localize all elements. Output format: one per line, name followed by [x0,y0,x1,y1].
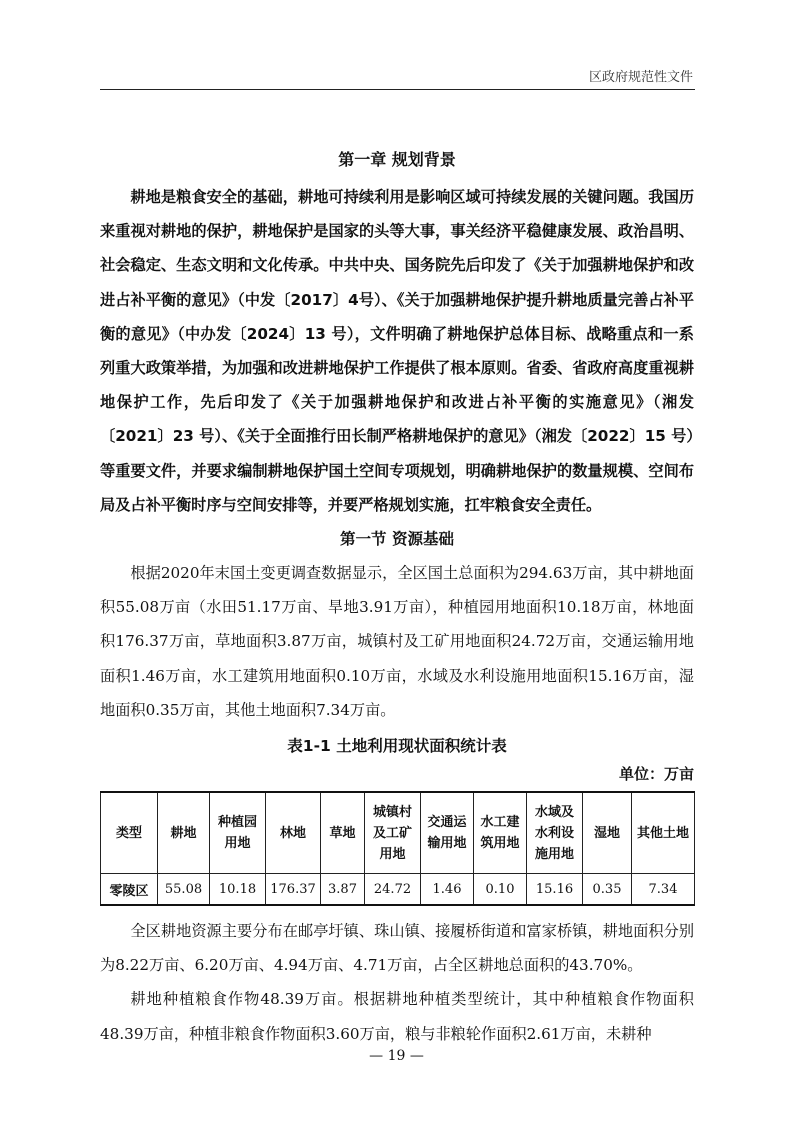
crop-paragraph: 耕地种植粮食作物48.39万亩。根据耕地种植类型统计，其中种植粮食作物面积48.39万亩，种植非粮食作物面积3.60万亩，粮与非粮轮作面积2.61万亩，未耕种 [100,990,694,1043]
distribution-paragraph: 全区耕地资源主要分布在邮亭圩镇、珠山镇、接履桥街道和富家桥镇，耕地面积分别为8.22万亩、6.20万亩、4.94万亩、4.71万亩，占全区耕地总面积的43.70%。 [100,922,694,975]
page-number: — 19 — [369,1048,424,1064]
table-cell: 1.46 [421,874,474,906]
table-header-cell: 交通运输用地 [421,792,474,874]
table-header-cell: 林地 [266,792,321,874]
table-header-cell: 水工建筑用地 [474,792,527,874]
chapter-intro-paragraph: 耕地是粮食安全的基础，耕地可持续利用是影响区域可持续发展的关键问题。我国历来重视对耕地的保护，耕地保护是国家的头等大事，事关经济平稳健康发展、政治昌明、社会稳定、生态文明和文化传承。中共中央、国务院先后印发了《关于加强耕地保护和改进占补平衡的意见》（中发〔2017〕4号）、《关于加强耕地保护提升耕地质量完善占补平衡的意见》（中办发〔2024〕13 号），文件明确了耕地保护总体目标、战略重点和一系列重大政策举措，为加强和改进耕地保护工作提供了根本原则。省委、省政府高度重视耕地保护工作，先后印发了《关于加强耕地保护和改进占补平衡的实施意见》（湘发〔2021〕23 号）、《关于全面推行田长制严格耕地保护的意见》（湘发〔2022〕15 号）等重要文件，并要求编制耕地保护国土空间专项规划，明确耕地保护的数量规模、空间布局及占补平衡时序与空间安排等，并要严格规划实施，扛牢粮食安全责任。 [100,188,694,514]
after-table-section [100,914,694,1051]
header-title: 区政府规范性文件 [588,70,693,85]
table-cell: 55.08 [158,874,210,906]
table-cell: 7.34 [632,874,695,906]
header-divider [100,89,695,90]
section-title: 第一节 资源基础 [340,529,454,549]
land-use-table [100,791,695,906]
document-body [100,150,694,1051]
table-cell: 零陵区 [101,874,158,906]
table-cell: 176.37 [266,874,321,906]
table-header-cell: 耕地 [158,792,210,874]
table-header-row [101,792,695,874]
table-row [101,874,695,906]
table-unit: 单位：万亩 [618,765,694,784]
table-cell: 0.35 [583,874,632,906]
table-title: 表1-1 土地利用现状面积统计表 [287,737,507,756]
table-cell: 15.16 [527,874,583,906]
table-header-cell: 其他土地 [632,792,695,874]
table-header-cell: 种植园用地 [210,792,266,874]
table-header-cell: 草地 [321,792,365,874]
table-cell: 3.87 [321,874,365,906]
table-header-cell: 城镇村及工矿用地 [365,792,421,874]
table-header-cell: 水域及水利设施用地 [527,792,583,874]
chapter-title: 第一章 规划背景 [338,150,456,169]
table-cell: 0.10 [474,874,527,906]
table-header-cell: 湿地 [583,792,632,874]
resource-paragraph: 根据2020年末国土变更调查数据显示，全区国土总面积为294.63万亩，其中耕地面积55.08万亩（水田51.17万亩、旱地3.91万亩），种植园用地面积10.18万亩，林地面积176.37万亩，草地面积3.87万亩，城镇村及工矿用地面积24.72万亩，交通运输用地面积1.46万亩，水工建筑用地面积0.10万亩，水域及水利设施用地面积15.16万亩，湿地面积0.35万亩，其他土地面积7.34万亩。 [100,564,694,719]
table-cell: 24.72 [365,874,421,906]
table-header-cell: 类型 [101,792,158,874]
table-cell: 10.18 [210,874,266,906]
